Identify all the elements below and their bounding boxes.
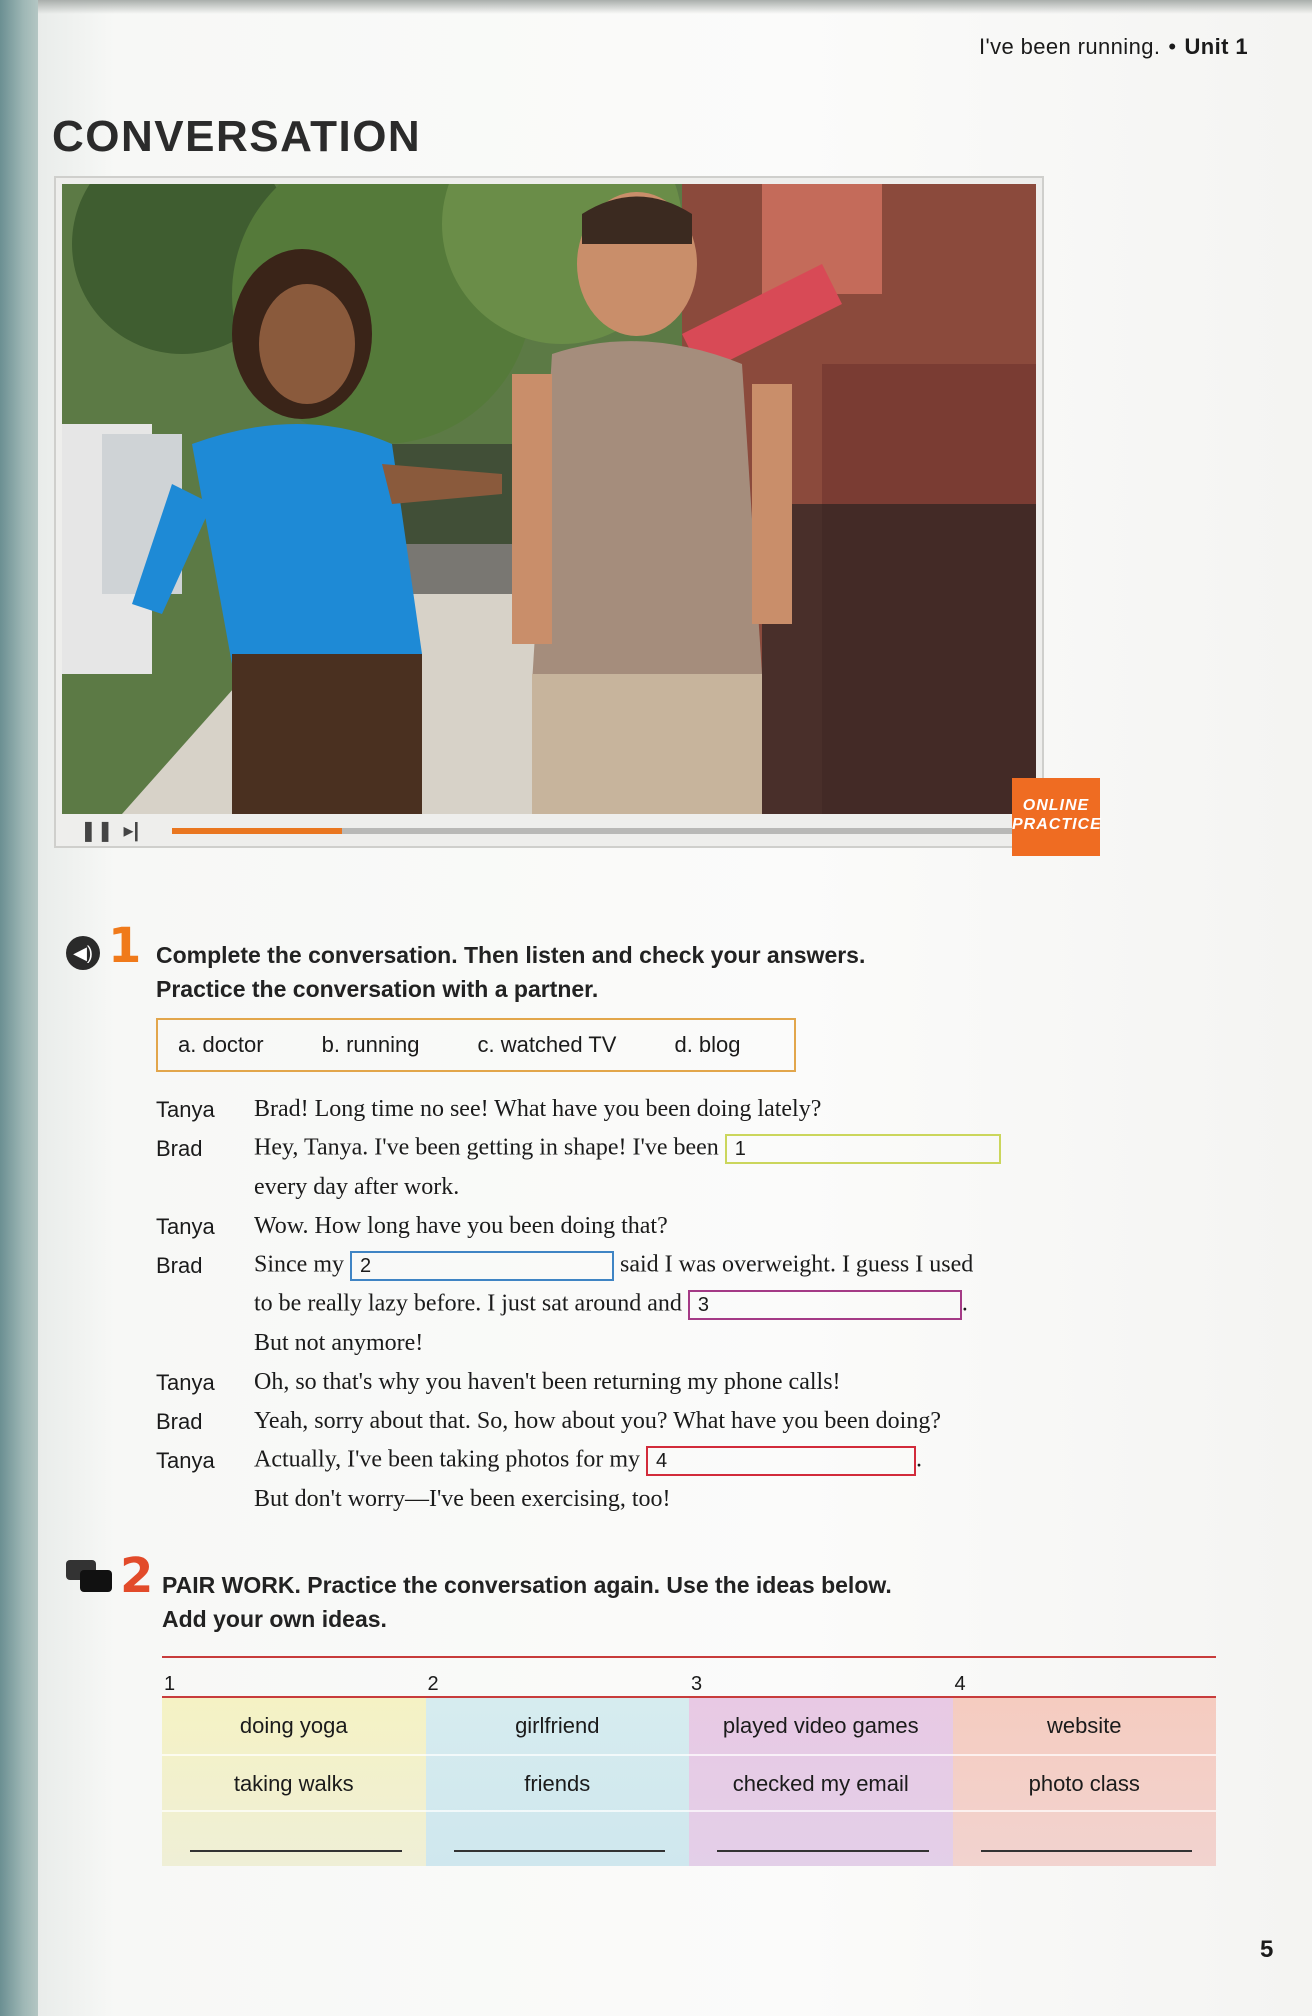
unit-label: Unit 1 (1184, 34, 1248, 59)
pair-work-label: PAIR WORK. (162, 1572, 301, 1598)
section-title: CONVERSATION (52, 112, 422, 161)
own-idea-blank[interactable] (426, 1810, 690, 1866)
dialog-text-part: to be really lazy before. I just sat around and (254, 1290, 682, 1317)
idea-cell: played video games (722, 1713, 919, 1738)
dialog-text: Yeah, sorry about that. So, how about you? What have you been doing? (254, 1408, 941, 1434)
video-frame[interactable] (62, 184, 1036, 814)
idea-cell: friends (426, 1754, 690, 1810)
own-idea-blank[interactable] (953, 1810, 1217, 1866)
speaker-name: Brad (156, 1135, 203, 1161)
textbook-page (38, 0, 1312, 2016)
speaker-name: Tanya (156, 1096, 215, 1122)
dialog-line (156, 1480, 1116, 1519)
audio-speaker-icon[interactable]: ◀) (66, 936, 100, 970)
ideas-columns (162, 1696, 1216, 1866)
speaker-name: Tanya (156, 1213, 215, 1239)
ideas-column-3 (689, 1698, 953, 1866)
word-option-d: d. blog (674, 1032, 741, 1057)
dialog-text-part: Since my (254, 1251, 344, 1278)
column-header: 1 (164, 1673, 176, 1695)
dialog-text: But don't worry—I've been exercising, too! (254, 1486, 671, 1512)
dialog-text: Oh, so that's why you haven't been returning my phone calls! (254, 1369, 841, 1395)
speaker-name: Tanya (156, 1369, 215, 1395)
word-option-b: b. running (321, 1032, 420, 1057)
own-idea-blank[interactable] (689, 1810, 953, 1866)
video-progress-bar[interactable] (172, 828, 1022, 834)
answer-blank-4[interactable]: 4 (646, 1446, 916, 1476)
speaker-name: Tanya (156, 1447, 215, 1473)
idea-cell: girlfriend (515, 1713, 600, 1738)
dialog-text-part: Hey, Tanya. I've been getting in shape! I've been (254, 1134, 719, 1161)
dialog-line (156, 1207, 1116, 1246)
dialog-text (254, 1446, 1116, 1476)
word-option-a: a. doctor (178, 1032, 264, 1057)
dialog-text-part: . (961, 1290, 968, 1317)
exercise-1-instructions (156, 938, 865, 1006)
instruction-line-1: Complete the conversation. Then listen and check your answers. (156, 942, 866, 968)
dialog-line (156, 1324, 1116, 1363)
dialog-line (156, 1363, 1116, 1402)
exercise-2-instructions (162, 1568, 892, 1636)
instruction-line-1 (162, 1568, 892, 1602)
ideas-column-4 (953, 1698, 1217, 1866)
dialog-text-part: . (916, 1446, 923, 1473)
running-head (979, 34, 1248, 60)
badge-line2: PRACTICE (1012, 816, 1102, 833)
speaker-name: Brad (156, 1252, 203, 1278)
lesson-title: I've been running. (978, 34, 1161, 59)
online-practice-badge[interactable] (1012, 778, 1100, 856)
idea-cell: website (1046, 1713, 1122, 1738)
word-option-c: c. watched TV (477, 1032, 617, 1057)
instruction-line-2: Practice the conversation with a partner. (156, 976, 599, 1002)
video-still-image (62, 184, 1036, 814)
ideas-table (162, 1656, 1216, 1866)
dialog-text (254, 1290, 1116, 1320)
idea-cell: photo class (953, 1754, 1217, 1810)
pair-work-icon (66, 1560, 112, 1594)
dialog-line (156, 1402, 1116, 1441)
video-progress-fill (172, 828, 342, 834)
speech-bubble-shape (80, 1570, 112, 1592)
column-header: 3 (691, 1673, 703, 1695)
dialog-text: But not anymore! (254, 1330, 424, 1356)
own-idea-blank[interactable] (162, 1810, 426, 1866)
conversation-dialog (156, 1090, 1116, 1519)
idea-cell: doing yoga (239, 1713, 348, 1738)
bullet-separator: • (1168, 34, 1177, 59)
ideas-column-1 (162, 1698, 426, 1866)
dialog-text: Wow. How long have you been doing that? (254, 1213, 668, 1239)
dialog-text (254, 1251, 1116, 1281)
dialog-line (156, 1246, 1116, 1285)
dialog-line (156, 1129, 1116, 1168)
ideas-column-headers (162, 1658, 1216, 1696)
idea-cell: checked my email (689, 1754, 953, 1810)
dialog-line (156, 1090, 1116, 1129)
video-player[interactable] (54, 176, 1044, 848)
skip-next-icon[interactable]: ▸| (123, 819, 140, 842)
exercise-number-1: 1 (108, 918, 142, 974)
ideas-column-2 (426, 1698, 690, 1866)
word-bank (156, 1018, 796, 1072)
exercise-number-2: 2 (120, 1548, 154, 1604)
page-number: 5 (1260, 1936, 1274, 1963)
instruction-line-2: Add your own ideas. (162, 1606, 387, 1632)
dialog-text: every day after work. (254, 1174, 460, 1200)
dialog-text-part: Actually, I've been taking photos for my (254, 1446, 641, 1473)
speaker-name: Brad (156, 1408, 203, 1434)
idea-cell: taking walks (162, 1754, 426, 1810)
dialog-line (156, 1441, 1116, 1480)
answer-blank-2[interactable]: 2 (350, 1251, 614, 1281)
dialog-text (254, 1134, 1116, 1164)
page-top-shadow (38, 0, 1312, 14)
answer-blank-1[interactable]: 1 (725, 1134, 1001, 1164)
column-header: 2 (427, 1673, 439, 1695)
column-header: 4 (954, 1673, 966, 1695)
dialog-line (156, 1168, 1116, 1207)
video-controls (80, 818, 1020, 842)
dialog-line (156, 1285, 1116, 1324)
pause-icon[interactable]: ❚❚ (80, 819, 114, 842)
instruction-text: Practice the conversation again. Use the ideas below. (307, 1572, 892, 1598)
dialog-text-part: said I was overweight. I guess I used (620, 1251, 974, 1278)
dialog-text: Brad! Long time no see! What have you been doing lately? (254, 1096, 822, 1122)
answer-blank-3[interactable]: 3 (688, 1290, 962, 1320)
badge-line1: ONLINE (1022, 797, 1090, 814)
